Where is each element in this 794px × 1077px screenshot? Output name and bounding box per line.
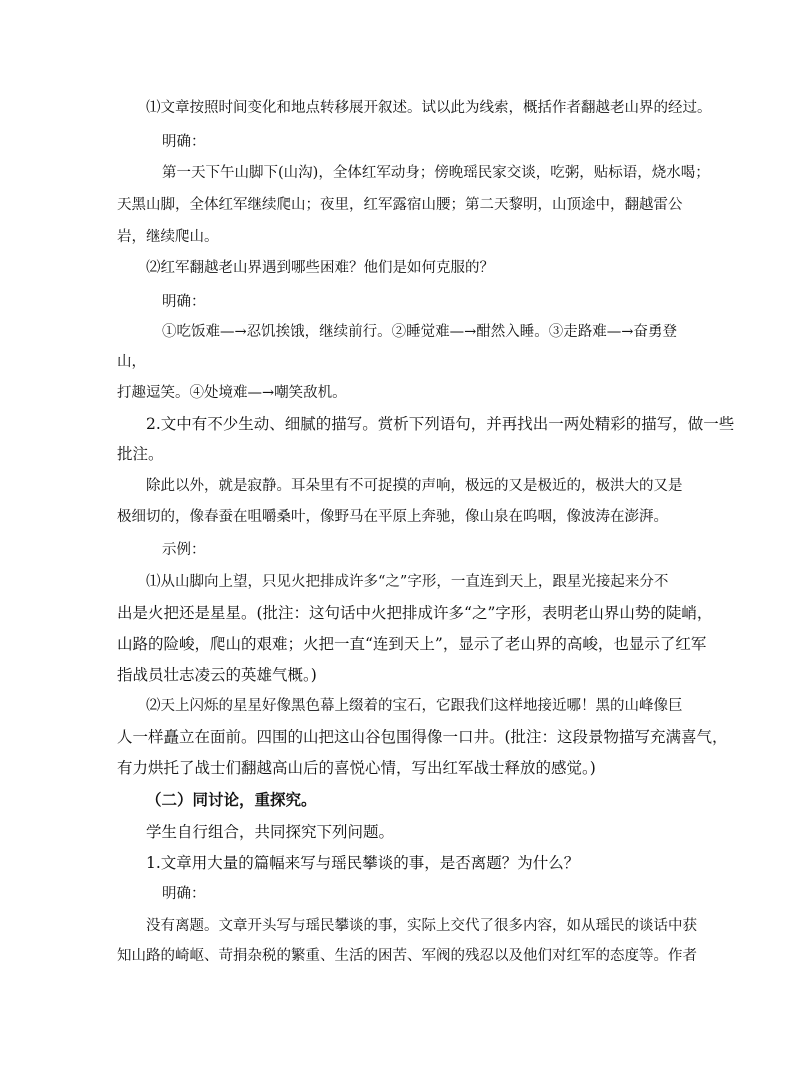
question-2: ⑵红军翻越老山界遇到哪些困难？他们是如何克服的？ <box>146 260 494 276</box>
quote-line: 除此以外，就是寂静。耳朵里有不可捉摸的声响，极远的又是极近的，极洪大的又是 <box>146 478 683 494</box>
paragraph-line: 知山路的崎岖、苛捐杂税的繁重、生活的困苦、军阀的残忍以及他们对红军的态度等。作者 <box>117 948 697 964</box>
section-heading: （二）同讨论，重探究。 <box>146 790 317 809</box>
answer-label: 明确： <box>162 134 206 150</box>
answer-label: 明确： <box>162 294 206 310</box>
answer-label: 明确： <box>162 886 206 902</box>
example-line: 人一样矗立在面前。四围的山把这山谷包围得像一口井。(批注：这段景物描写充满喜气， <box>117 728 728 746</box>
paragraph-line: 岩，继续爬山。 <box>117 229 219 245</box>
example-line: 指战员壮志凌云的英雄气概。) <box>117 666 317 684</box>
paragraph-line: 天黑山脚，全体红军继续爬山；夜里，红军露宿山腰；第二天黎明，山顶途中，翻越雷公 <box>117 197 683 213</box>
paragraph-line: 学生自行组合，共同探究下列问题。 <box>146 823 395 841</box>
paragraph-line: ①吃饭难—→忍饥挨饿，继续前行。②睡觉难—→酣然入睡。③走路难—→奋勇登 <box>162 324 677 340</box>
quote-line: 极细切的，像春蚕在咀嚼桑叶，像野马在平原上奔驰，像山泉在呜咽，像波涛在澎湃。 <box>117 509 668 525</box>
question-2-main: 2.文中有不少生动、细腻的描写。赏析下列语句，并再找出一两处精彩的描写，做一些 <box>146 415 735 433</box>
example-line: 有力烘托了战士们翻越高山后的喜悦心情，写出红军战士释放的感觉。) <box>117 759 596 777</box>
paragraph-line: 山， <box>117 354 146 370</box>
example-line: ⑴从山脚向上望，只见火把排成许多“之”字形，一直连到天上，跟星光接起来分不 <box>146 574 669 590</box>
example-line: 出是火把还是星星。(批注：这句话中火把排成许多“之”字形，表明老山界山势的陡峭， <box>117 604 713 622</box>
paragraph-line: 没有离题。文章开头写与瑶民攀谈的事，实际上交代了很多内容，如从瑶民的谈话中获 <box>146 918 697 934</box>
example-label: 示例： <box>162 542 206 558</box>
paragraph-line: 第一天下午山脚下(山沟)，全体红军动身；傍晚瑶民家交谈，吃粥，贴标语，烧水喝； <box>162 165 710 181</box>
example-line: ⑵天上闪烁的星星好像黑色幕上缀着的宝石，它跟我们这样地接近哪！黑的山峰像巨 <box>146 698 683 714</box>
example-line: 山路的险峻，爬山的艰难；火把一直“连到天上”，显示了老山界的高峻，也显示了红军 <box>117 635 707 653</box>
question-1: ⑴文章按照时间变化和地点转移展开叙述。试以此为线索，概括作者翻越老山界的经过。 <box>146 100 712 116</box>
paragraph-line: 打趣逗笑。④处境难—→嘲笑敌机。 <box>117 385 347 401</box>
question-3: 1.文章用大量的篇幅来写与瑶民攀谈的事，是否离题？为什么？ <box>146 854 580 872</box>
paragraph-line: 批注。 <box>117 445 164 463</box>
